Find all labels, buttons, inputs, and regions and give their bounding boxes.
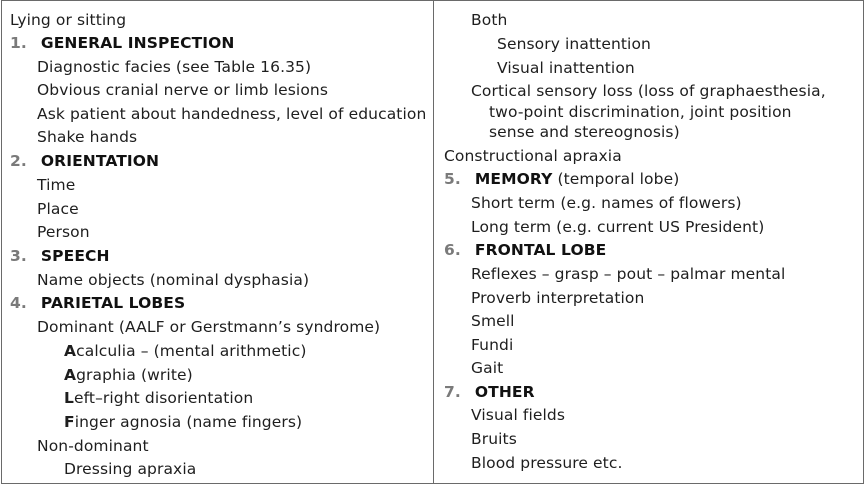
section-heading-orientation — [10, 151, 159, 171]
aalf-text: eft–right disorientation — [73, 389, 254, 407]
list-item: Obvious cranial nerve or limb lesions — [37, 81, 329, 99]
list-item: Cortical sensory loss (loss of graphaesthesia, — [471, 82, 826, 100]
section-title: GENERAL INSPECTION — [40, 34, 235, 52]
list-item: Both — [471, 11, 508, 29]
list-item: Time — [37, 176, 76, 194]
aalf-letter: A — [64, 342, 77, 360]
section-heading-other — [444, 382, 535, 402]
list-item: Diagnostic facies (see Table 16.35) — [37, 58, 312, 76]
list-item: Name objects (nominal dysphasia) — [37, 271, 310, 289]
section-title: PARIETAL LOBES — [40, 294, 186, 312]
column-divider — [433, 0, 434, 484]
list-item: Reflexes – grasp – pout – palmar mental — [471, 265, 786, 283]
section-heading-speech — [10, 246, 110, 266]
aalf-letter: A — [64, 366, 77, 384]
aalf-text: graphia (write) — [76, 366, 193, 384]
section-heading-parietal-lobes — [10, 293, 185, 313]
section-number: 6. — [444, 241, 461, 259]
list-item: Visual inattention — [497, 59, 635, 77]
section-title: OTHER — [474, 383, 535, 401]
section-number: 3. — [10, 247, 27, 265]
aalf-item — [64, 341, 306, 361]
list-item: Smell — [471, 312, 515, 330]
list-item: Place — [37, 200, 79, 218]
list-item: Dressing apraxia — [64, 460, 197, 478]
section-number: 2. — [10, 152, 27, 170]
section-title: FRONTAL LOBE — [474, 241, 607, 259]
list-item: Dominant (AALF or Gerstmann’s syndrome) — [37, 318, 381, 336]
section-number: 1. — [10, 34, 27, 52]
aalf-letter: L — [64, 389, 74, 407]
aalf-item — [64, 412, 302, 432]
list-item: Blood pressure etc. — [471, 454, 623, 472]
list-item: Visual fields — [471, 406, 566, 424]
list-item: Bruits — [471, 430, 517, 448]
aalf-letter: F — [64, 413, 75, 431]
list-item: Short term (e.g. names of flowers) — [471, 194, 742, 212]
list-item: Proverb interpretation — [471, 289, 645, 307]
list-item: Constructional apraxia — [444, 147, 622, 165]
list-item: Long term (e.g. current US President) — [471, 218, 765, 236]
list-item: Person — [37, 223, 90, 241]
aalf-item — [64, 388, 253, 408]
section-heading-frontal-lobe — [444, 240, 606, 260]
section-title: MEMORY — [474, 170, 553, 188]
list-item: Shake hands — [37, 128, 138, 146]
section-number: 5. — [444, 170, 461, 188]
list-item: Sensory inattention — [497, 35, 651, 53]
section-title: SPEECH — [40, 247, 110, 265]
section-title: ORIENTATION — [40, 152, 160, 170]
list-item: Ask patient about handedness, level of education — [37, 105, 427, 123]
section-number: 4. — [10, 294, 27, 312]
section-heading-memory — [444, 169, 679, 189]
intro-text: Lying or sitting — [10, 11, 127, 29]
section-heading-general-inspection — [10, 33, 235, 53]
list-item: Non-dominant — [37, 437, 149, 455]
section-number: 7. — [444, 383, 461, 401]
aalf-text: calculia – (mental arithmetic) — [76, 342, 307, 360]
section-title-suffix: (temporal lobe) — [552, 170, 680, 188]
list-item: Gait — [471, 359, 504, 377]
list-item-continuation: sense and stereognosis) — [489, 123, 680, 141]
aalf-text: inger agnosia (name fingers) — [74, 413, 303, 431]
list-item-continuation: two-point discrimination, joint position — [489, 103, 792, 121]
list-item: Fundi — [471, 336, 514, 354]
aalf-item — [64, 365, 193, 385]
